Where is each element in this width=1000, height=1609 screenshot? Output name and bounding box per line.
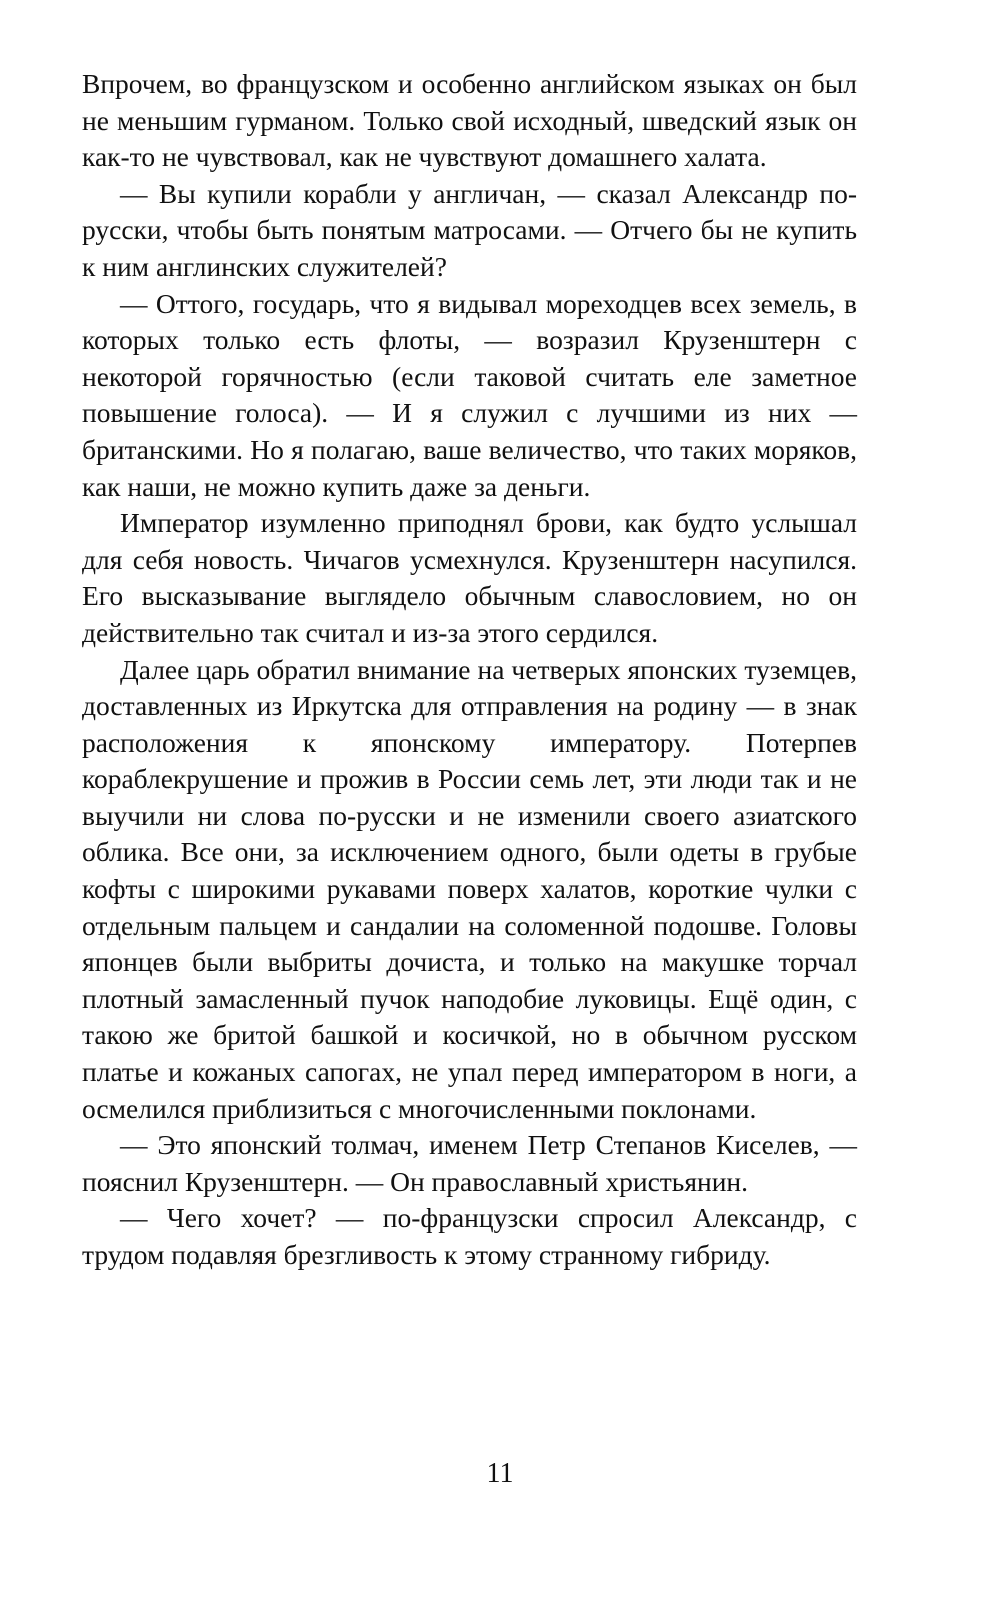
paragraph-4: Император изумленно приподнял брови, как будто услышал для себя новость. Чичагов усмехнулся. Крузенштерн насупился. Его высказывание выглядело обычным славословием, но он действительно так считал и из-за этого сердился. <box>82 507 857 648</box>
paragraph-6: — Это японский толмач, именем Петр Степанов Киселев, — пояснил Крузенштерн. — Он православный христьянин. <box>82 1129 857 1197</box>
body-text <box>82 66 857 1274</box>
paragraph-5: Далее царь обратил внимание на четверых японских туземцев, доставленных из Иркутска для отправления на родину — в знак расположения к японскому императору. Потерпев кораблекрушение и прожив в России семь лет, эти люди так и не выучили ни слова по-русски и не изменили своего азиатского облика. Все они, за исключением одного, были одеты в грубые кофты с широкими рукавами поверх халатов, короткие чулки с отдельным пальцем и сандалии на соломенной подошве. Головы японцев были выбриты дочиста, и только на макушке торчал плотный замасленный пучок наподобие луковицы. Ещё один, с такою же бритой башкой и косичкой, но в обычном русском платье и кожаных сапогах, не упал перед императором в ноги, а осмелился приблизиться с многочисленными поклонами. <box>82 653 857 1124</box>
paragraph-1: Впрочем, во французском и особенно английском языках он был не меньшим гурманом. Только свой исходный, шведский язык он как-то не чувствовал, как не чувствуют домашнего халата. <box>82 68 857 173</box>
paragraph-2: — Вы купили корабли у англичан, — сказал Александр по-русски, чтобы быть понятым матросами. — Отчего бы не купить к ним англинских служителей? <box>82 177 857 282</box>
page-number: 11 <box>486 1458 514 1489</box>
paragraph-7: — Чего хочет? — по-французски спросил Александр, с трудом подавляя брезгливость к этому странному гибриду. <box>82 1202 857 1270</box>
paragraph-3: — Оттого, государь, что я видывал мореходцев всех земель, в которых только есть флоты, — возразил Крузенштерн с некоторой горячностью (если таковой считать еле заметное повышение голоса). — И я служил с лучшими из них — британскими. Но я полагаю, ваше величество, что таких моряков, как наши, не можно купить даже за деньги. <box>82 287 857 502</box>
